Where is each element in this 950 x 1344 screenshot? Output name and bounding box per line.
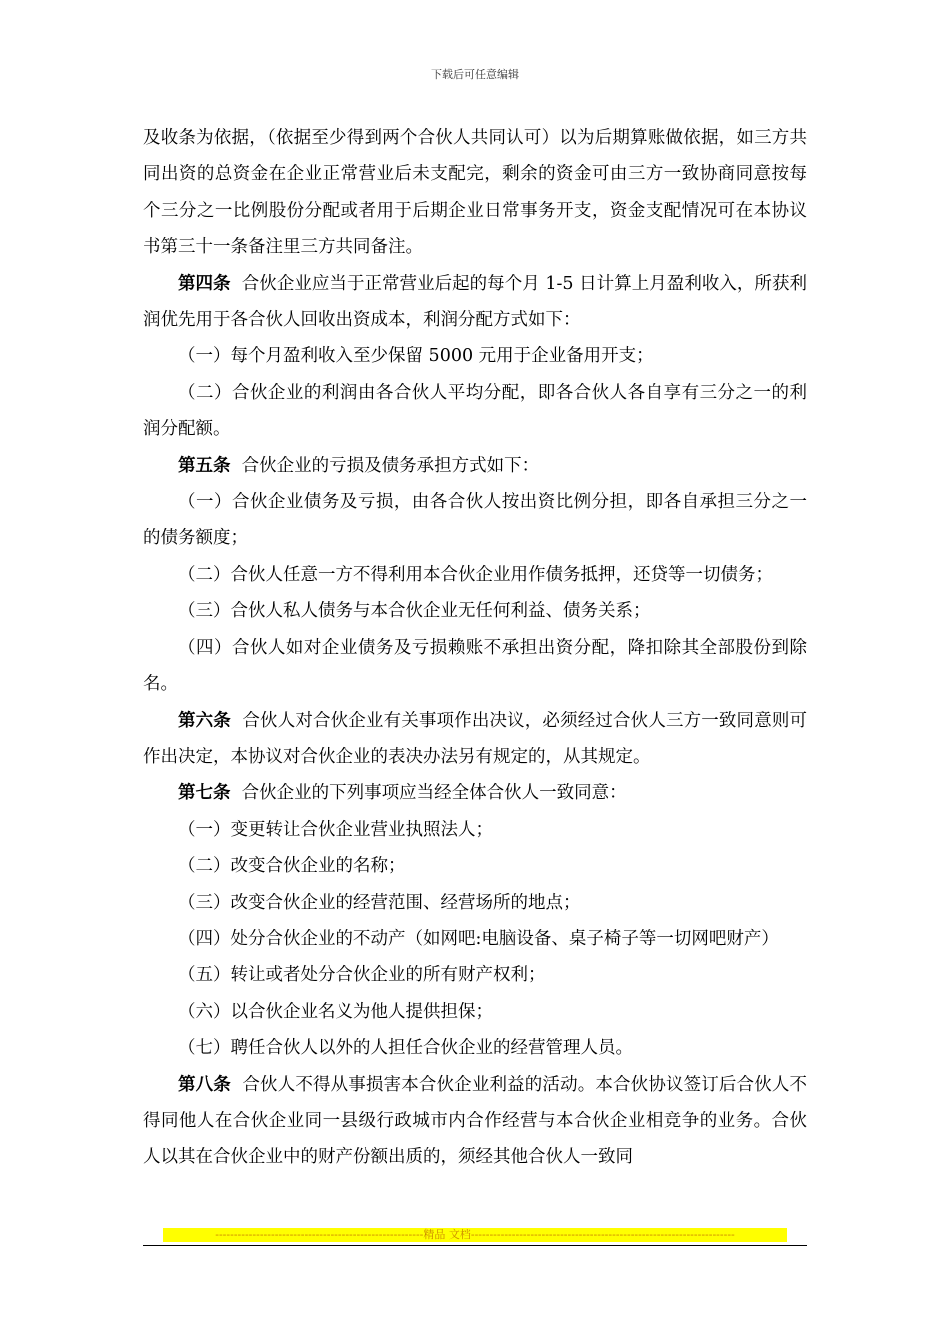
paragraph-text: （六）以合伙企业名义为他人提供担保；: [178, 1001, 493, 1022]
article-6: [143, 703, 807, 776]
paragraph-text: （一）变更转让合伙企业营业执照法人；: [178, 819, 493, 840]
clause-item: [143, 557, 807, 593]
paragraph-text: （四）处分合伙企业的不动产（如网吧:电脑设备、桌子椅子等一切网吧财产）: [178, 928, 779, 949]
clause-item: [143, 375, 807, 448]
article-label: 第八条: [178, 1074, 231, 1095]
paragraph-text: 合伙企业应当于正常营业后起的每个月 1-5 日计算上月盈利收入，所获利润优先用于各合伙人回收出资成本，利润分配方式如下：: [143, 273, 807, 331]
paragraph-text: （三）改变合伙企业的经营范围、经营场所的地点；: [178, 892, 581, 913]
clause-item: [143, 484, 807, 557]
paragraph-text: 合伙人不得从事损害本合伙企业利益的活动。本合伙协议签订后合伙人不得同他人在合伙企业同一县级行政城市内合作经营与本合伙企业相竞争的业务。合伙人以其在合伙企业中的财产份额出质的，须经其他合伙人一致同: [143, 1074, 808, 1168]
article-label: 第五条: [178, 455, 231, 476]
clause-item: [143, 630, 807, 703]
article-label: 第四条: [178, 273, 231, 294]
clause-item: [143, 921, 807, 957]
footer-divider: [143, 1245, 807, 1246]
article-4: [143, 266, 807, 339]
paragraph-text: 及收条为依据，（依据至少得到两个合伙人共同认可）以为后期算账做依据，如三方共同出资的总资金在企业正常营业后未支配完，剩余的资金可由三方一致协商同意按每个三分之一比例股份分配或者用于后期企业日常事务开支，资金支配情况可在本协议书第三十一条备注里三方共同备注。: [143, 128, 807, 258]
paragraph: [143, 120, 807, 266]
clause-item: [143, 885, 807, 921]
document-body: [143, 120, 807, 1176]
clause-item: [143, 994, 807, 1030]
paragraph-text: （一）合伙企业债务及亏损，由各合伙人按出资比例分担，即各自承担三分之一的债务额度；: [143, 492, 807, 549]
page-footer-banner: --------------------------------------------------------精品 文档-----------------------------------------------------------------------: [163, 1228, 787, 1242]
clause-item: [143, 593, 807, 629]
article-label: 第七条: [178, 783, 231, 804]
clause-item: [143, 1030, 807, 1066]
page-header: 下载后可任意编辑: [431, 68, 519, 81]
paragraph-text: （二）改变合伙企业的名称；: [178, 856, 406, 877]
paragraph-text: 合伙人对合伙企业有关事项作出决议，必须经过合伙人三方一致同意则可作出决定，本协议对合伙企业的表决办法另有规定的，从其规定。: [143, 710, 808, 767]
paragraph-text: 合伙企业的亏损及债务承担方式如下：: [241, 455, 540, 476]
article-8: [143, 1067, 807, 1176]
article-5: [143, 448, 807, 484]
paragraph-text: （五）转让或者处分合伙企业的所有财产权利；: [178, 965, 546, 986]
clause-item: [143, 848, 807, 884]
clause-item: [143, 338, 807, 374]
article-7: [143, 775, 807, 811]
paragraph-text: 合伙企业的下列事项应当经全体合伙人一致同意：: [241, 783, 627, 804]
clause-item: [143, 957, 807, 993]
article-label: 第六条: [178, 710, 231, 731]
paragraph-text: （三）合伙人私人债务与本合伙企业无任何利益、债务关系；: [178, 601, 651, 622]
paragraph-text: （一）每个月盈利收入至少保留 5000 元用于企业备用开支；: [178, 346, 654, 367]
paragraph-text: （七）聘任合伙人以外的人担任合伙企业的经营管理人员。: [178, 1038, 633, 1059]
paragraph-text: （二）合伙企业的利润由各合伙人平均分配，即各合伙人各自享有三分之一的利润分配额。: [143, 382, 807, 440]
clause-item: [143, 812, 807, 848]
paragraph-text: （二）合伙人任意一方不得利用本合伙企业用作债务抵押，还贷等一切债务；: [178, 564, 773, 585]
paragraph-text: （四）合伙人如对企业债务及亏损赖账不承担出资分配，降扣除其全部股份到除名。: [143, 637, 807, 695]
